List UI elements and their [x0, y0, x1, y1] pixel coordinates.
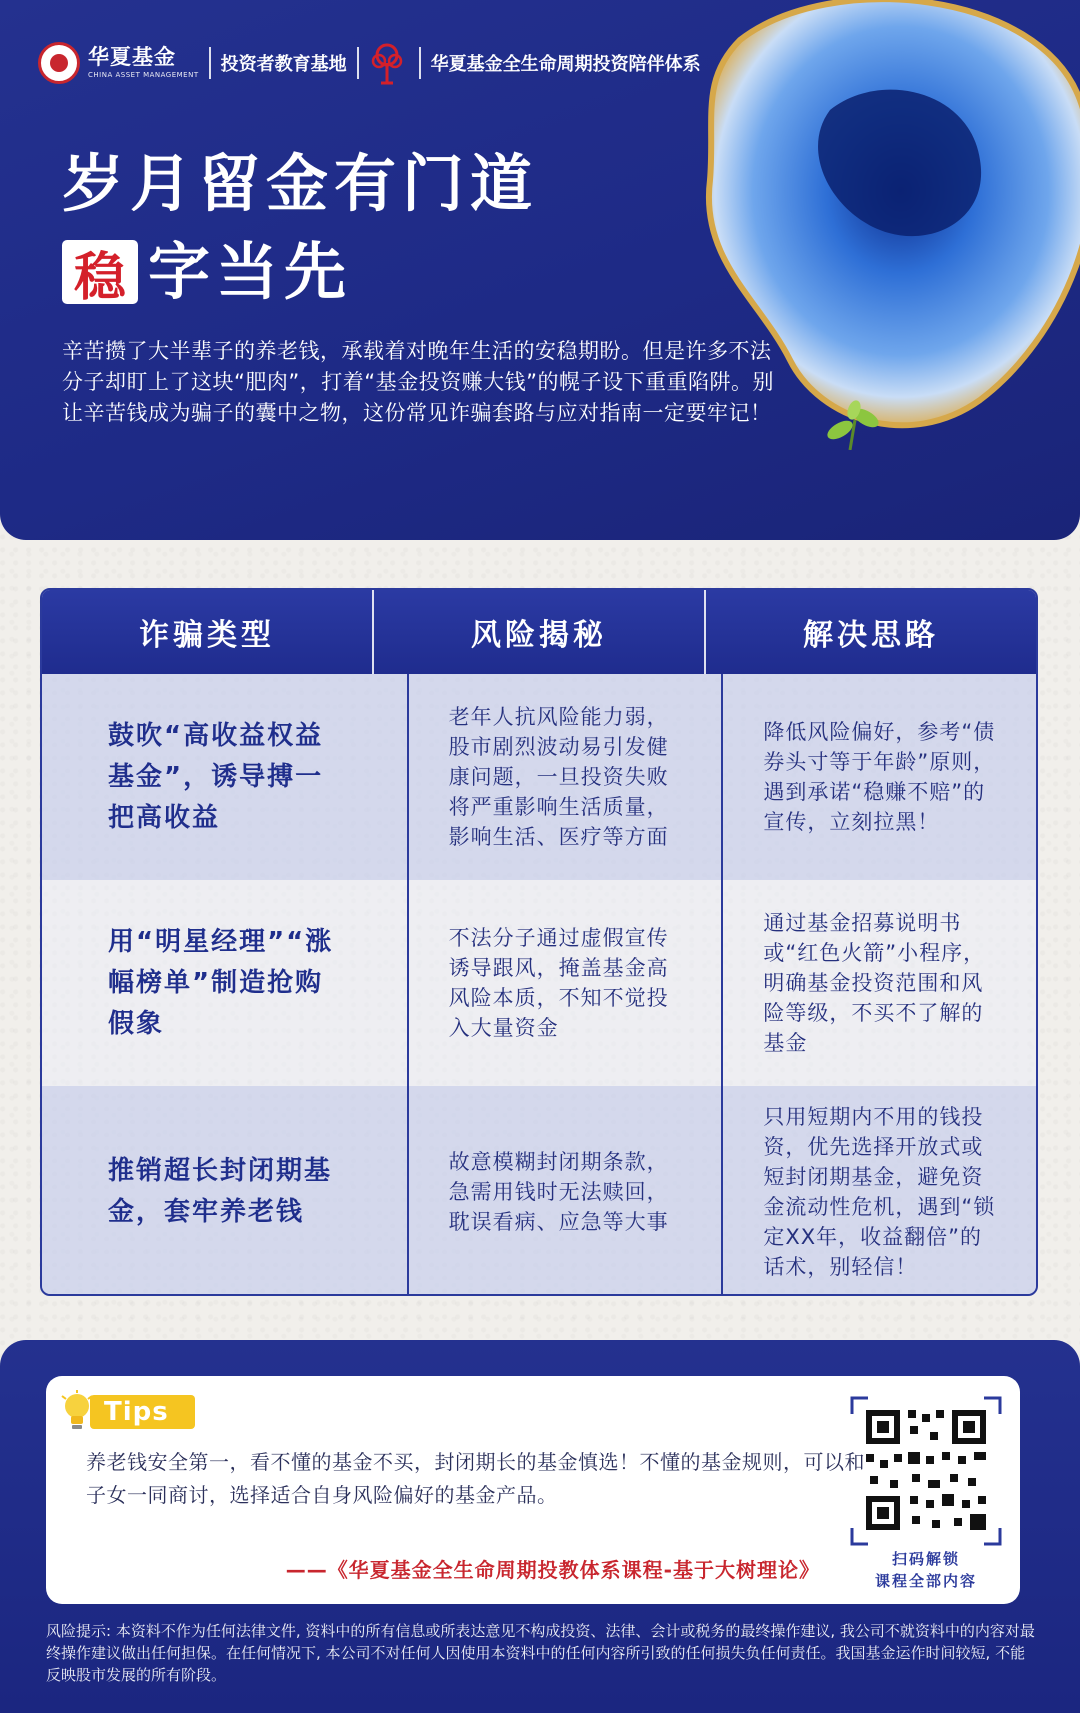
- table-header: [42, 590, 1036, 674]
- qr-caption-line1: 扫码解锁: [891, 1550, 960, 1568]
- divider: [209, 47, 211, 79]
- lifecycle-system-label: 华夏基金全生命周期投资陪伴体系: [430, 54, 701, 75]
- china-amc-logo-icon: [38, 42, 80, 84]
- divider: [357, 47, 359, 79]
- cell-risk: 故意模糊封闭期条款，急需用钱时无法赎回，耽误看病、应急等大事: [409, 1086, 724, 1296]
- table-row: [42, 674, 1036, 880]
- brand-english: CHINA ASSET MANAGEMENT: [88, 71, 199, 79]
- header-fraud-type: 诈骗类型: [42, 590, 374, 674]
- tree-logo-icon: [369, 41, 405, 85]
- qr-code[interactable]: [850, 1396, 1002, 1546]
- brand-bar: [38, 38, 701, 88]
- cell-risk: 不法分子通过虚假宣传诱导跟风，掩盖基金高风险本质，不知不觉投入大量资金: [409, 880, 724, 1086]
- lightbulb-icon: [60, 1390, 94, 1434]
- page-title-line2: [62, 236, 352, 308]
- header-solution: 解决思路: [803, 618, 939, 653]
- cell-solution: 只用短期内不用的钱投资，优先选择开放式或短封闭期基金，避免资金流动性危机，遇到“锁定XX年，收益翻倍”的话术，别轻信！: [763, 1105, 996, 1279]
- divider: [419, 47, 421, 79]
- cell-fraud-type: 推销超长封闭期基金，套牢养老钱: [42, 1086, 409, 1296]
- page-title-line1: 岁月留金有门道: [62, 147, 539, 220]
- intro-paragraph: 辛苦攒了大半辈子的养老钱，承载着对晚年生活的安稳期盼。但是许多不法分子却盯上了这块“肥肉”，打着“基金投资赚大钱”的幌子设下重重陷阱。别让辛苦钱成为骗子的囊中之物，这份常见诈骗套路与应对指南一定要牢记！: [62, 339, 775, 425]
- page-title-line2-text: 字当先: [148, 235, 353, 308]
- tips-label: Tips: [90, 1395, 195, 1429]
- risk-disclaimer: 风险提示: 本资料不作为任何法律文件, 资料中的所有信息或所表达意见不构成投资、法律、会计或税务的最终操作建议, 我公司不就资料中的内容对最终操作建议做出任何担保。在任何情况下, 本公司不对任何人因使用本资料中的任何内容所引致的任何损失负任何责任。我国基金运作时间较短, 不能反映股市发展的所有阶段。: [46, 1622, 1035, 1684]
- qr-caption-line2: 课程全部内容: [874, 1572, 977, 1590]
- footer-section: [0, 1340, 1080, 1713]
- investor-education-label: 投资者教育基地: [220, 54, 347, 75]
- course-source: ——《华夏基金全生命周期投教体系课程-基于大树理论》: [285, 1558, 820, 1582]
- cell-solution: 降低风险偏好，参考“债券头寸等于年龄”原则，遇到承诺“稳赚不赔”的宣传，立刻拉黑！: [763, 720, 996, 834]
- tips-text: 养老钱安全第一，看不懂的基金不买，封闭期长的基金慎选！不懂的基金规则，可以和子女一同商讨，选择适合自身风险偏好的基金产品。: [86, 1450, 865, 1507]
- table-row: [42, 1086, 1036, 1296]
- fraud-guide-table: [40, 588, 1038, 1296]
- title-stamp: 稳: [62, 240, 138, 304]
- cell-fraud-type: 鼓吹“高收益权益基金”，诱导搏一把高收益: [42, 674, 409, 880]
- header-risk-reveal: 风险揭秘: [374, 590, 706, 674]
- table-row: [42, 880, 1036, 1086]
- cell-fraud-type: 用“明星经理”“涨幅榜单”制造抢购假象: [42, 880, 409, 1086]
- header-banner: [0, 0, 1080, 540]
- cell-solution: 通过基金招募说明书或“红色火箭”小程序，明确基金投资范围和风险等级，不买不了解的基金: [763, 911, 986, 1055]
- tips-card: [46, 1376, 1020, 1604]
- tips-badge: [60, 1390, 195, 1434]
- qr-caption: [846, 1548, 1006, 1592]
- brand-name: 华夏基金: [88, 45, 176, 69]
- cell-risk: 老年人抗风险能力弱，股市剧烈波动易引发健康问题，一旦投资失败将严重影响生活质量，影响生活、医疗等方面: [409, 674, 724, 880]
